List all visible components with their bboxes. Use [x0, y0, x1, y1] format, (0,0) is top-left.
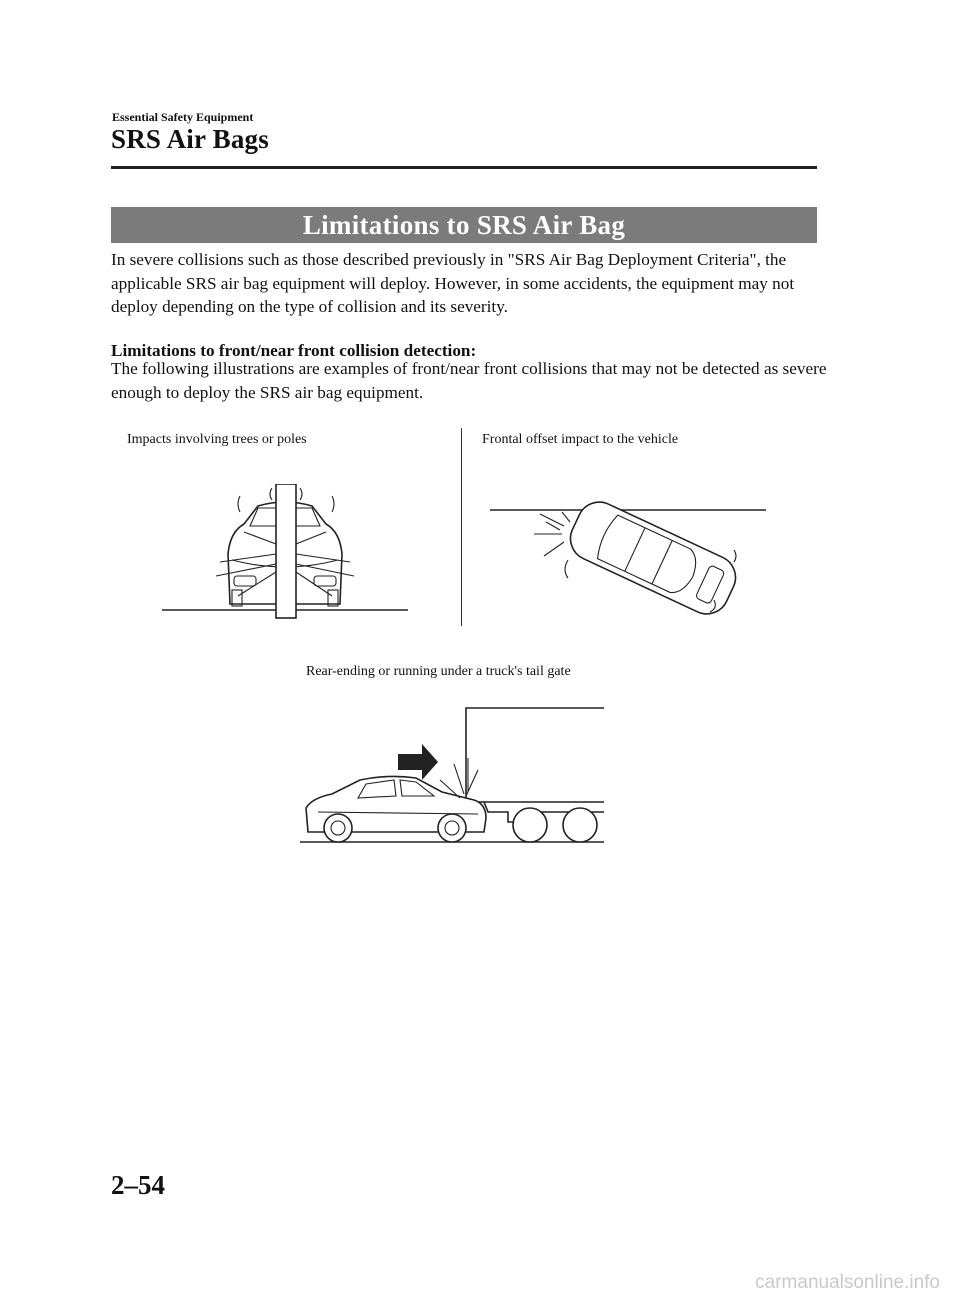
truck-underride-illustration	[298, 700, 606, 848]
header-rule	[111, 166, 817, 169]
figure-divider	[461, 428, 462, 626]
offset-impact-illustration	[488, 500, 768, 624]
watermark: carmanualsonline.info	[755, 1272, 940, 1293]
intro-paragraph: In severe collisions such as those described previously in "SRS Air Bag Deployment Criteria", the applicable SRS air bag equipment will deploy. However, in some accidents, the equipment may not deploy depending on the type of collision and its severity.	[111, 250, 795, 316]
caption-offset: Frontal offset impact to the vehicle	[482, 432, 679, 447]
banner-title: Limitations to SRS Air Bag	[302, 209, 626, 240]
page-number: 2–54	[111, 1170, 165, 1200]
caption-trees: Impacts involving trees or poles	[127, 432, 307, 447]
chapter-title: SRS Air Bags	[111, 124, 269, 154]
caption-truck: Rear-ending or running under a truck's tail gate	[306, 664, 571, 679]
description-paragraph: The following illustrations are examples of front/near front collisions that may not be detected as severe enough to deploy the SRS air bag equipment.	[111, 359, 827, 402]
section-label: Essential Safety Equipment	[112, 110, 254, 124]
subheading: Limitations to front/near front collision detection:	[111, 341, 477, 360]
pole-impact-illustration	[160, 484, 410, 624]
section-banner	[111, 207, 817, 243]
